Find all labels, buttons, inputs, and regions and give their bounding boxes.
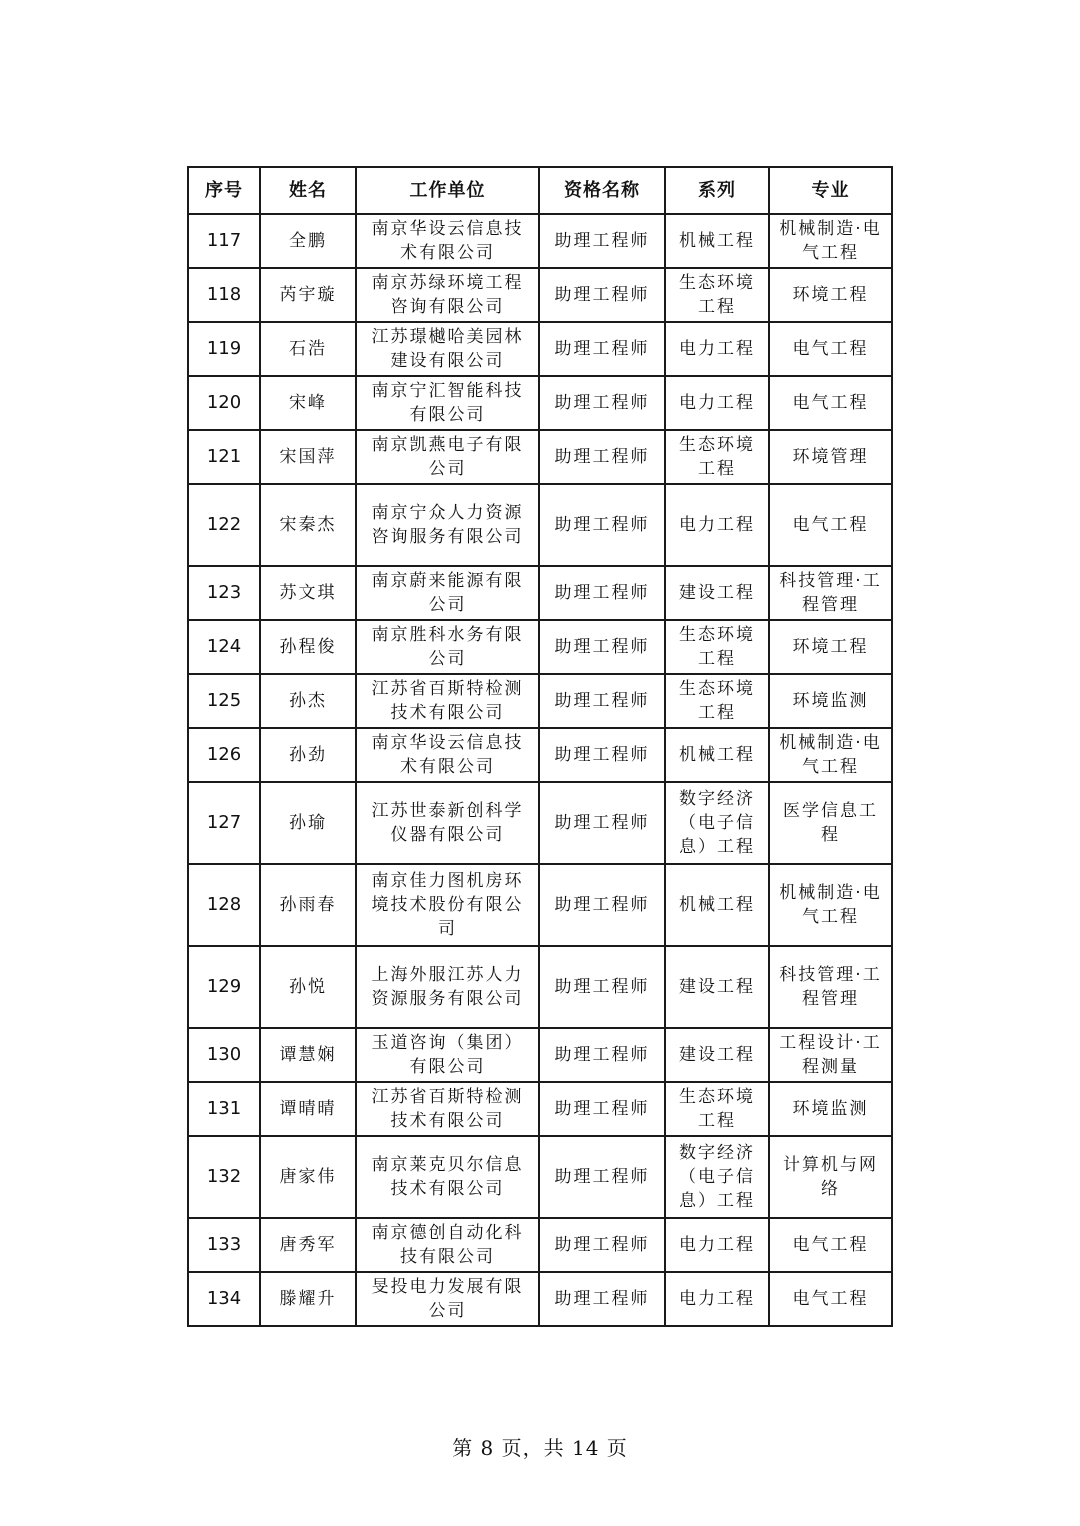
cell-employer: 南京莱克贝尔信息技术有限公司 [356,1136,539,1218]
table-row [188,484,892,566]
header-qualification: 资格名称 [539,167,665,214]
cell-qualification: 助理工程师 [539,214,665,268]
cell-name: 石浩 [260,322,356,376]
cell-specialty: 环境监测 [769,674,892,728]
cell-qualification: 助理工程师 [539,1218,665,1272]
cell-series: 机械工程 [665,728,769,782]
table-row [188,1136,892,1218]
cell-index: 120 [188,376,260,430]
cell-series: 生态环境工程 [665,1082,769,1136]
cell-series: 数字经济（电子信息）工程 [665,1136,769,1218]
table-header-row [188,167,892,214]
cell-specialty: 电气工程 [769,484,892,566]
cell-employer: 南京苏绿环境工程咨询有限公司 [356,268,539,322]
cell-qualification: 助理工程师 [539,1136,665,1218]
table-row [188,946,892,1028]
qualification-table [187,166,893,1327]
cell-name: 苏文琪 [260,566,356,620]
cell-qualification: 助理工程师 [539,728,665,782]
cell-series: 电力工程 [665,376,769,430]
cell-series: 电力工程 [665,1218,769,1272]
cell-name: 滕耀升 [260,1272,356,1326]
cell-specialty: 科技管理·工程管理 [769,946,892,1028]
cell-employer: 旻投电力发展有限公司 [356,1272,539,1326]
cell-index: 128 [188,864,260,946]
cell-index: 118 [188,268,260,322]
cell-qualification: 助理工程师 [539,484,665,566]
cell-qualification: 助理工程师 [539,782,665,864]
table-row [188,1218,892,1272]
cell-employer: 南京蔚来能源有限公司 [356,566,539,620]
cell-name: 芮宇璇 [260,268,356,322]
cell-index: 129 [188,946,260,1028]
cell-index: 119 [188,322,260,376]
cell-series: 电力工程 [665,1272,769,1326]
cell-employer: 江苏省百斯特检测技术有限公司 [356,674,539,728]
cell-qualification: 助理工程师 [539,946,665,1028]
cell-specialty: 环境工程 [769,620,892,674]
cell-index: 126 [188,728,260,782]
cell-qualification: 助理工程师 [539,864,665,946]
table-row [188,864,892,946]
cell-specialty: 环境工程 [769,268,892,322]
header-employer: 工作单位 [356,167,539,214]
cell-series: 机械工程 [665,864,769,946]
cell-index: 132 [188,1136,260,1218]
cell-qualification: 助理工程师 [539,430,665,484]
cell-qualification: 助理工程师 [539,566,665,620]
cell-name: 孙程俊 [260,620,356,674]
cell-index: 134 [188,1272,260,1326]
table-row [188,322,892,376]
cell-employer: 南京华设云信息技术有限公司 [356,728,539,782]
cell-series: 电力工程 [665,484,769,566]
cell-name: 唐秀军 [260,1218,356,1272]
table-row [188,268,892,322]
cell-specialty: 机械制造·电气工程 [769,728,892,782]
header-name: 姓名 [260,167,356,214]
page-number: 第 8 页，共 14 页 [452,1436,628,1460]
cell-index: 121 [188,430,260,484]
header-index: 序号 [188,167,260,214]
table-row [188,376,892,430]
cell-qualification: 助理工程师 [539,322,665,376]
table-row [188,620,892,674]
cell-qualification: 助理工程师 [539,376,665,430]
cell-series: 数字经济（电子信息）工程 [665,782,769,864]
cell-name: 孙悦 [260,946,356,1028]
cell-index: 117 [188,214,260,268]
cell-name: 孙雨春 [260,864,356,946]
cell-series: 建设工程 [665,566,769,620]
cell-specialty: 工程设计·工程测量 [769,1028,892,1082]
cell-employer: 江苏璟樾哈美园林建设有限公司 [356,322,539,376]
cell-name: 宋国萍 [260,430,356,484]
cell-specialty: 机械制造·电气工程 [769,864,892,946]
cell-qualification: 助理工程师 [539,268,665,322]
cell-specialty: 电气工程 [769,1272,892,1326]
cell-series: 建设工程 [665,946,769,1028]
cell-qualification: 助理工程师 [539,674,665,728]
table-row [188,674,892,728]
table-row [188,782,892,864]
cell-index: 124 [188,620,260,674]
cell-qualification: 助理工程师 [539,1028,665,1082]
cell-series: 生态环境工程 [665,674,769,728]
table-row [188,1028,892,1082]
cell-employer: 江苏省百斯特检测技术有限公司 [356,1082,539,1136]
cell-specialty: 环境管理 [769,430,892,484]
cell-index: 123 [188,566,260,620]
cell-specialty: 医学信息工程 [769,782,892,864]
cell-specialty: 电气工程 [769,322,892,376]
cell-specialty: 电气工程 [769,1218,892,1272]
cell-employer: 南京德创自动化科技有限公司 [356,1218,539,1272]
cell-name: 宋峰 [260,376,356,430]
cell-series: 电力工程 [665,322,769,376]
cell-index: 125 [188,674,260,728]
cell-name: 谭晴晴 [260,1082,356,1136]
cell-employer: 玉道咨询（集团）有限公司 [356,1028,539,1082]
cell-employer: 江苏世泰新创科学仪器有限公司 [356,782,539,864]
table-row [188,728,892,782]
cell-qualification: 助理工程师 [539,1272,665,1326]
cell-employer: 南京华设云信息技术有限公司 [356,214,539,268]
cell-specialty: 环境监测 [769,1082,892,1136]
table-row [188,566,892,620]
cell-series: 生态环境工程 [665,620,769,674]
cell-series: 机械工程 [665,214,769,268]
cell-name: 孙劲 [260,728,356,782]
header-specialty: 专业 [769,167,892,214]
cell-name: 宋秦杰 [260,484,356,566]
cell-employer: 上海外服江苏人力资源服务有限公司 [356,946,539,1028]
cell-specialty: 科技管理·工程管理 [769,566,892,620]
table-row [188,214,892,268]
cell-specialty: 计算机与网络 [769,1136,892,1218]
cell-series: 建设工程 [665,1028,769,1082]
cell-index: 127 [188,782,260,864]
cell-employer: 南京佳力图机房环境技术股份有限公司 [356,864,539,946]
cell-name: 谭慧娴 [260,1028,356,1082]
cell-employer: 南京凯燕电子有限公司 [356,430,539,484]
cell-specialty: 电气工程 [769,376,892,430]
cell-employer: 南京胜科水务有限公司 [356,620,539,674]
cell-index: 131 [188,1082,260,1136]
cell-employer: 南京宁众人力资源咨询服务有限公司 [356,484,539,566]
header-series: 系列 [665,167,769,214]
cell-index: 122 [188,484,260,566]
cell-index: 133 [188,1218,260,1272]
cell-index: 130 [188,1028,260,1082]
cell-specialty: 机械制造·电气工程 [769,214,892,268]
table-row [188,1082,892,1136]
cell-name: 唐家伟 [260,1136,356,1218]
cell-series: 生态环境工程 [665,268,769,322]
cell-name: 孙杰 [260,674,356,728]
table-row [188,430,892,484]
cell-name: 全鹏 [260,214,356,268]
cell-qualification: 助理工程师 [539,1082,665,1136]
table-row [188,1272,892,1326]
cell-series: 生态环境工程 [665,430,769,484]
cell-name: 孙瑜 [260,782,356,864]
cell-qualification: 助理工程师 [539,620,665,674]
cell-employer: 南京宁汇智能科技有限公司 [356,376,539,430]
